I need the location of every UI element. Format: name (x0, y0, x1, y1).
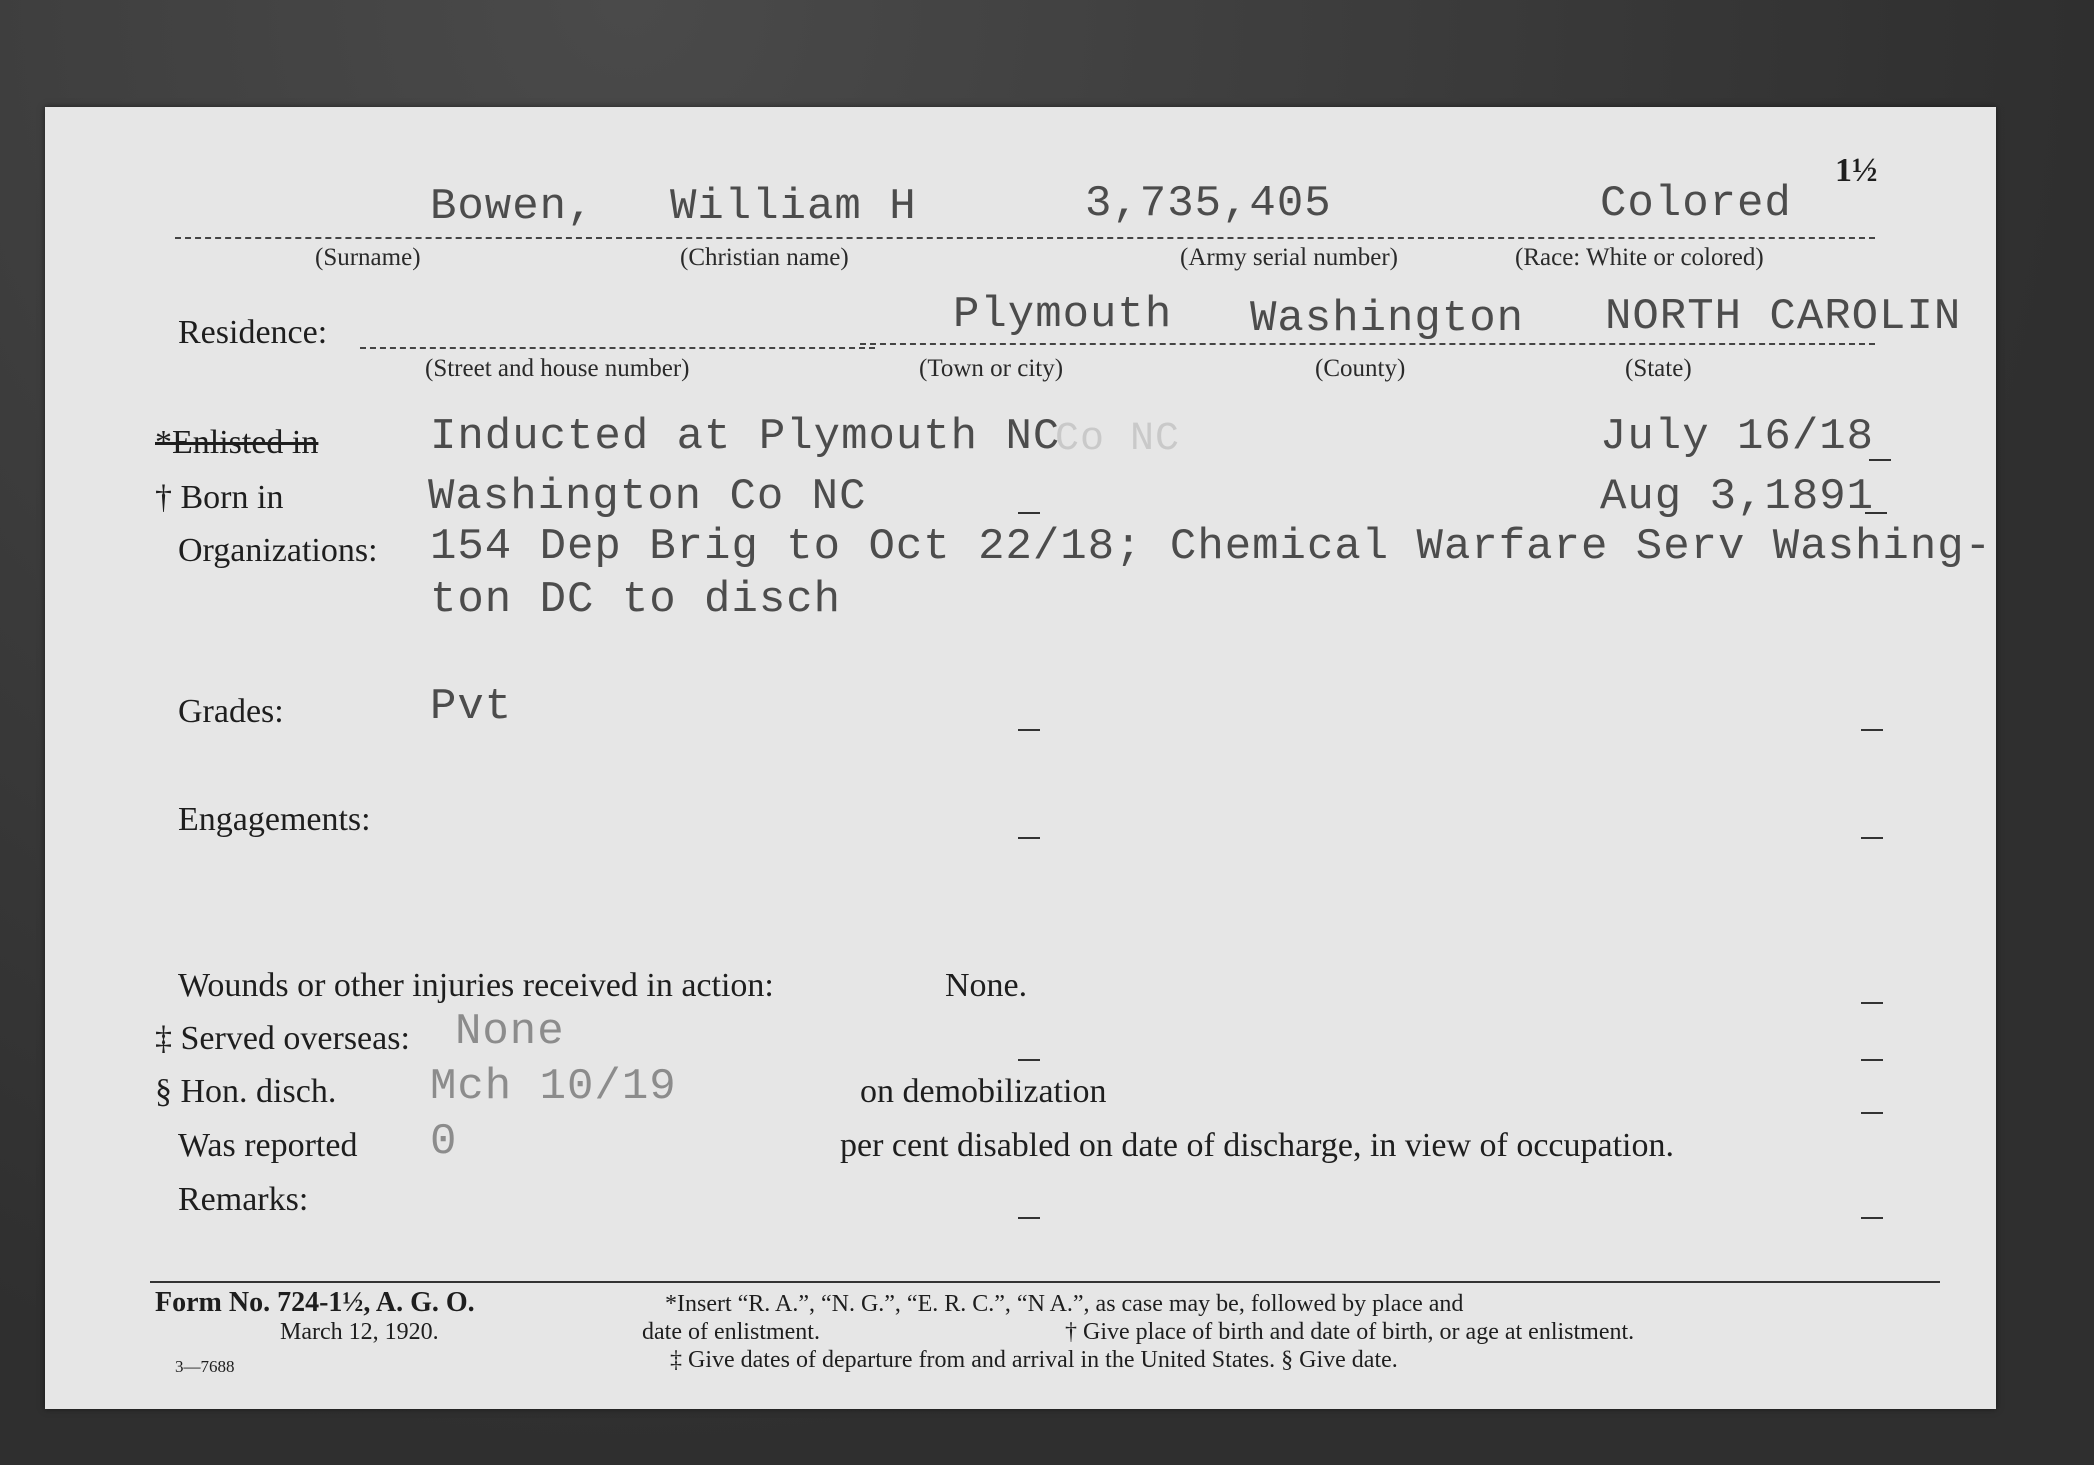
inducted-date-value: July 16/18 (1600, 412, 1875, 462)
organizations-line-1: 154 Dep Brig to Oct 22/18; Chemical Warfare Serv Washing- (430, 522, 1993, 572)
inducted-date-tick (1869, 459, 1891, 461)
serial-caption: (Army serial number) (1180, 244, 1398, 271)
wounds-tick-right (1861, 1002, 1883, 1004)
wounds-value: None. (945, 967, 1028, 1004)
race-value: Colored (1600, 179, 1792, 229)
footnote-birth: † Give place of birth and date of birth, or age at enlistment. (1065, 1319, 1635, 1345)
born-place-value: Washington Co NC (428, 472, 867, 522)
overseas-tick-right (1861, 1059, 1883, 1061)
served-overseas-label: ‡ Served overseas: (155, 1020, 410, 1057)
was-reported-label: Was reported (178, 1127, 358, 1164)
town-caption: (Town or city) (919, 355, 1064, 382)
inducted-place-value: Inducted at Plymouth NC (430, 412, 1061, 462)
corner-number: 1½ (1835, 152, 1878, 189)
born-place-tick (1018, 512, 1040, 514)
residence-place-line (860, 343, 1875, 345)
born-date-tick (1865, 512, 1887, 514)
grades-tick-right (1861, 729, 1883, 731)
christian-caption: (Christian name) (680, 244, 849, 271)
county-caption: (County) (1315, 355, 1406, 382)
residence-town-value: Plymouth (953, 290, 1173, 340)
form-code: 3—7688 (175, 1357, 235, 1376)
footnote-overseas-discharge: ‡ Give dates of departure from and arrival in the United States. § Give date. (670, 1347, 1398, 1373)
engagements-tick-mid (1018, 837, 1040, 839)
state-caption: (State) (1625, 355, 1692, 382)
surname-caption: (Surname) (315, 244, 421, 271)
inducted-place-shadow: Co NC (1055, 417, 1181, 462)
race-caption: (Race: White or colored) (1515, 244, 1764, 271)
enlisted-in-label: *Enlisted in (155, 424, 319, 461)
organizations-label: Organizations: (178, 532, 378, 569)
form-number: Form No. 724-1½, A. G. O. (155, 1287, 475, 1318)
wounds-label: Wounds or other injuries received in action: (178, 967, 774, 1004)
street-caption: (Street and house number) (425, 355, 690, 382)
percent-disabled-value: 0 (430, 1117, 458, 1167)
engagements-tick-right (1861, 837, 1883, 839)
christian-name-value: William H (670, 182, 917, 232)
on-demobilization-text: on demobilization (860, 1073, 1107, 1110)
name-line (175, 237, 1875, 239)
grades-value: Pvt (430, 682, 513, 732)
serial-number-value: 3,735,405 (1085, 179, 1332, 229)
form-date: March 12, 1920. (280, 1319, 439, 1345)
service-record-card (45, 107, 1996, 1409)
hon-disch-label: § Hon. disch. (155, 1073, 337, 1110)
hon-disch-tick-right (1861, 1112, 1883, 1114)
grades-label: Grades: (178, 693, 284, 730)
served-overseas-value: None (455, 1007, 565, 1057)
footnote-enlistment-line-2: date of enlistment. (642, 1319, 820, 1345)
footnote-enlistment-line-1: *Insert “R. A.”, “N. G.”, “E. R. C.”, “N A.”, as case may be, followed by place and (665, 1291, 1464, 1317)
footer-rule (150, 1281, 1940, 1283)
organizations-line-2: ton DC to disch (430, 575, 842, 625)
residence-state-value: NORTH CAROLIN (1605, 292, 1962, 342)
remarks-label: Remarks: (178, 1181, 309, 1218)
percent-disabled-text: per cent disabled on date of discharge, in view of occupation. (840, 1127, 1674, 1164)
born-in-label: † Born in (155, 479, 284, 516)
hon-disch-date-value: Mch 10/19 (430, 1062, 677, 1112)
remarks-tick-mid (1018, 1217, 1040, 1219)
overseas-tick-mid (1018, 1059, 1040, 1061)
residence-county-value: Washington (1250, 294, 1525, 344)
surname-value: Bowen, (430, 182, 595, 232)
grades-tick-mid (1018, 729, 1040, 731)
remarks-tick-right (1861, 1217, 1883, 1219)
engagements-label: Engagements: (178, 801, 371, 838)
residence-label: Residence: (178, 314, 328, 351)
residence-street-line (360, 347, 875, 349)
born-date-value: Aug 3,1891 (1600, 472, 1875, 522)
